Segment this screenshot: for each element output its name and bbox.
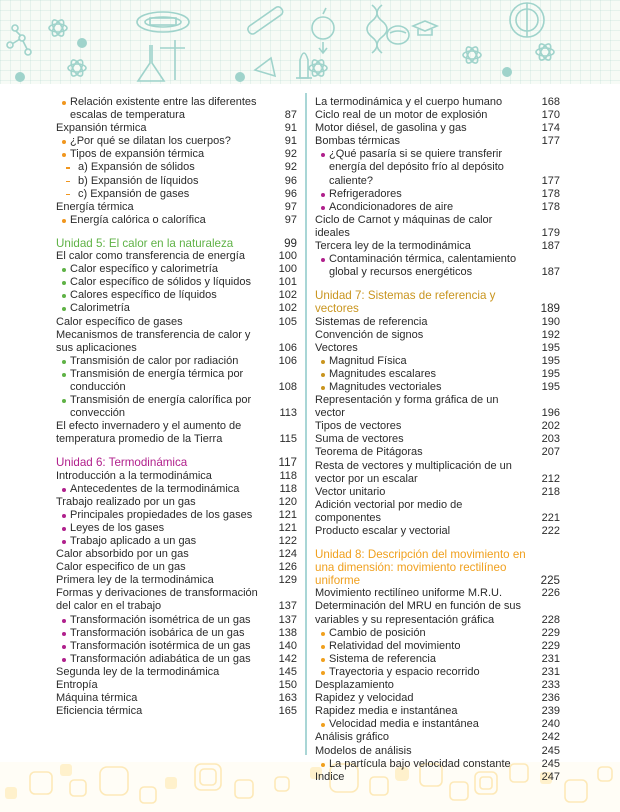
toc-subentry[interactable] [315, 188, 560, 201]
toc-subentry[interactable] [315, 381, 560, 394]
toc-entry[interactable] [315, 587, 560, 600]
page-number: 165 [278, 705, 297, 718]
entry-title: c) Expansión de gases [56, 188, 273, 201]
entry-title: ¿Por qué se dilatan los cuerpos? [56, 135, 273, 148]
toc-subentry[interactable] [56, 302, 297, 315]
toc-entry[interactable] [315, 240, 560, 253]
page-number: 177 [541, 174, 560, 187]
entry-title: La termodinámica y el cuerpo humano [315, 96, 503, 108]
toc-subentry[interactable] [56, 135, 297, 148]
toc-entry[interactable] [315, 705, 560, 718]
page-number: 106 [278, 341, 297, 354]
page-number: 97 [284, 213, 297, 226]
toc-subentry[interactable] [56, 289, 297, 302]
atom-icon [68, 58, 86, 78]
entry-title: Introducción a la termodinámica [56, 469, 212, 482]
entry-title: Motor diésel, de gasolina y gas [315, 122, 467, 135]
dna-icon [367, 5, 387, 53]
page-number: 222 [541, 525, 560, 537]
toc-left-column [56, 96, 297, 718]
toc-entry[interactable] [315, 329, 560, 342]
page-number: 245 [541, 744, 560, 757]
page-number: 97 [284, 200, 297, 213]
toc-entry[interactable] [315, 771, 560, 784]
toc-entry[interactable] [315, 214, 560, 240]
page-number: 178 [541, 200, 560, 213]
unit-title: Unidad 7: Sistemas de referencia y vectores [315, 289, 496, 316]
page-number: 242 [541, 731, 560, 744]
entry-title: Trabajo realizado por un gas [56, 495, 196, 508]
page-number: 203 [541, 433, 560, 446]
toc-subentry[interactable] [56, 161, 297, 174]
page-number: 187 [541, 240, 560, 253]
page-number: 92 [284, 161, 297, 174]
page-number: 212 [541, 472, 560, 485]
page-number: 202 [541, 420, 560, 433]
page-number: 189 [540, 302, 560, 316]
entry-title: Modelos de análisis [315, 744, 412, 757]
page-number: 117 [278, 456, 297, 470]
toc-entry[interactable] [56, 548, 297, 561]
entry-title: Calor específico de gases [56, 315, 183, 328]
toc-entry[interactable] [56, 420, 297, 446]
page-number: 96 [284, 174, 297, 187]
toc-subentry[interactable] [56, 214, 297, 227]
page-number: 226 [541, 587, 560, 600]
entry-title: Bombas térmicas [315, 135, 400, 148]
entry-title: Acondicionadores de aire [315, 201, 536, 214]
entry-title: b) Expansión de líquidos [56, 175, 273, 188]
page-number: 231 [541, 665, 560, 678]
entry-title: Vector unitario [315, 485, 386, 498]
unit-title: Unidad 5: El calor en la naturaleza [56, 236, 234, 250]
entry-title: Teorema de Pitágoras [315, 446, 423, 459]
toc-entry[interactable] [315, 394, 560, 420]
entry-title: Energía calórica o calorífica [56, 214, 273, 227]
entry-title: Segunda ley de la termodinámica [56, 665, 220, 678]
page-number: 99 [284, 236, 297, 250]
entry-title: Transformación adiabática de un gas [56, 653, 273, 666]
page-number: 102 [278, 289, 297, 302]
toc-entry[interactable] [56, 574, 297, 587]
page-number: 108 [278, 380, 297, 393]
page-number: 100 [278, 263, 297, 276]
entry-title: Sistema de referencia [315, 653, 536, 666]
entry-title: Eficiencia térmica [56, 705, 143, 718]
unit-title: Unidad 6: Termodinámica [56, 456, 188, 470]
toc-entry[interactable] [56, 692, 297, 705]
entry-title: Resta de vectores y multiplicación de un vector por un escalar [315, 459, 512, 485]
entry-title: Ciclo real de un motor de explosión [315, 109, 488, 122]
entry-title: Desplazamiento [315, 679, 394, 692]
toc-entry[interactable] [315, 600, 560, 626]
entry-title: Determinación del MRU en función de sus variables y su representación gráfica [315, 600, 522, 626]
toc-entry[interactable] [56, 679, 297, 692]
page-number: 106 [278, 354, 297, 367]
unit-heading[interactable] [315, 548, 560, 587]
page-number: 229 [541, 626, 560, 639]
toc-entry[interactable] [315, 486, 560, 499]
page-number: 122 [278, 535, 297, 547]
entry-title: Adición vectorial por medio de componentes [315, 498, 463, 524]
entry-title: Refrigeradores [315, 188, 536, 201]
entry-title: Transformación isobárica de un gas [56, 627, 273, 640]
entry-title: Mecanismos de transferencia de calor y sus aplicaciones [56, 328, 251, 354]
toc-entry[interactable] [56, 122, 297, 135]
entry-title: Máquina térmica [56, 692, 138, 705]
toc-subentry[interactable] [56, 535, 297, 548]
toc-subentry[interactable] [56, 368, 297, 394]
page-number: 187 [541, 266, 560, 279]
page-number: 179 [541, 226, 560, 239]
page-number: 190 [541, 315, 560, 328]
entry-title: Suma de vectores [315, 433, 404, 446]
page-number: 121 [278, 521, 297, 534]
page-number: 221 [541, 511, 560, 524]
toc-subentry[interactable] [315, 368, 560, 381]
page-number: 150 [278, 679, 297, 692]
atom-icon [309, 58, 327, 78]
unit-title: Unidad 8: Descripción del movimiento en una dimensión: movimiento rectilíneo uniforme [315, 548, 526, 588]
page-number: 178 [541, 187, 560, 200]
page-number: 87 [284, 109, 297, 122]
entry-title: Principales propiedades de los gases [56, 509, 273, 522]
entry-title: Leyes de los gases [56, 522, 273, 535]
entry-title: Relatividad del movimiento [315, 640, 536, 653]
entry-title: Trabajo aplicado a un gas [56, 535, 273, 548]
page-number: 195 [541, 380, 560, 393]
entry-title: Calor especifico de un gas [56, 561, 186, 574]
atom-icon [49, 18, 67, 38]
page-number: 229 [541, 639, 560, 652]
entry-title: Sistemas de referencia [315, 315, 428, 328]
test-tube-icon [246, 5, 284, 35]
toc-subentry[interactable] [315, 666, 560, 679]
entry-title: Energía térmica [56, 200, 134, 213]
toc-subentry[interactable] [315, 253, 560, 279]
page-number: 228 [541, 613, 560, 626]
molecule-icon [7, 25, 31, 55]
page-number: 118 [279, 482, 297, 495]
page-number: 115 [279, 433, 297, 446]
toc-entry[interactable] [315, 731, 560, 744]
entry-title: Contaminación térmica, calentamiento global y recursos energéticos [315, 253, 536, 279]
toc-subentry[interactable] [56, 188, 297, 201]
entry-title: Rapidez media e instantánea [315, 705, 458, 718]
toc-entry[interactable] [56, 666, 297, 679]
toc-entry[interactable] [315, 745, 560, 758]
page-number: 195 [541, 367, 560, 380]
page-number: 96 [284, 187, 297, 200]
page-number: 121 [278, 508, 297, 521]
entry-title: El efecto invernadero y el aumento de temperatura promedio de la Tierra [56, 420, 242, 446]
toc-entry[interactable] [315, 446, 560, 459]
entry-title: Convención de signos [315, 328, 424, 341]
entry-title: Formas y derivaciones de transformación del calor en el trabajo [56, 587, 258, 613]
toc-subentry[interactable] [56, 614, 297, 627]
page-number: 105 [278, 315, 297, 328]
page-number: 137 [278, 600, 297, 613]
triangle-icon [255, 58, 275, 76]
toc-entry[interactable] [315, 420, 560, 433]
entry-title: Ciclo de Carnot y máquinas de calor ideales [315, 213, 493, 239]
entry-title: Primera ley de la termodinámica [56, 574, 214, 587]
page-number: 113 [279, 407, 297, 420]
toc-entry[interactable] [315, 499, 560, 525]
page-number: 126 [278, 561, 297, 574]
science-doodles-icon [0, 0, 620, 84]
toc-subentry[interactable] [56, 394, 297, 420]
entry-title: Calor específico de sólidos y líquidos [56, 276, 273, 289]
page-number: 245 [541, 757, 560, 770]
page-number: 120 [278, 495, 297, 508]
page-number: 92 [284, 148, 297, 161]
entry-title: Tercera ley de la termodinámica [315, 240, 471, 253]
page-number: 142 [278, 652, 297, 665]
page-number: 225 [540, 574, 560, 588]
page-number: 129 [278, 574, 297, 587]
toc-entry[interactable] [56, 705, 297, 718]
page-number: 138 [278, 626, 297, 639]
page-number: 240 [541, 718, 560, 731]
toc-subentry[interactable] [315, 758, 560, 771]
toc-entry[interactable] [315, 109, 560, 122]
page-number: 91 [284, 135, 297, 148]
entry-title: Vectores [315, 341, 358, 354]
graduation-cap-icon [413, 21, 437, 35]
toc-entry[interactable] [56, 496, 297, 509]
toc-subentry[interactable] [56, 148, 297, 161]
toc-entry[interactable] [56, 470, 297, 483]
page-number: 231 [541, 652, 560, 665]
toc-subentry[interactable] [56, 522, 297, 535]
toc-right-column [315, 96, 560, 784]
atom-icon [536, 42, 554, 62]
entry-title: Producto escalar y vectorial [315, 525, 451, 537]
entry-title: Análisis gráfico [315, 731, 389, 744]
toc-subentry[interactable] [56, 509, 297, 522]
page-number: 207 [541, 446, 560, 459]
page-number: 170 [541, 109, 560, 122]
toc-entry[interactable] [315, 692, 560, 705]
entry-title: Transmisión de energía calorífica por convección [56, 394, 273, 420]
entry-title: Antecedentes de la termodinámica [56, 483, 273, 496]
entry-title: ¿Qué pasaría si se quiere transferir energía del depósito frío al depósito caliente? [315, 148, 536, 187]
unit-heading[interactable] [56, 237, 297, 250]
magnet-field-icon [137, 12, 189, 32]
toc-subentry[interactable] [56, 263, 297, 276]
page-number: 177 [541, 135, 560, 148]
page-number: 100 [278, 250, 297, 263]
toc-subentry[interactable] [56, 175, 297, 188]
flask-icon [138, 40, 185, 81]
entry-title: a) Expansión de sólidos [56, 161, 273, 174]
atom-icon [463, 45, 481, 65]
page-number: 192 [541, 328, 560, 341]
brain-icon [387, 26, 409, 44]
toc-subentry[interactable] [315, 653, 560, 666]
page-number: 174 [541, 122, 560, 135]
page-number: 137 [278, 613, 297, 626]
toc-entry[interactable] [56, 201, 297, 214]
toc-subentry[interactable] [315, 718, 560, 731]
toc-subentry[interactable] [56, 483, 297, 496]
page-number: 168 [541, 96, 560, 108]
toc-subentry[interactable] [315, 201, 560, 214]
toc-subentry[interactable] [56, 96, 297, 122]
earth-icon [510, 3, 544, 37]
toc-subentry[interactable] [315, 355, 560, 368]
entry-title: Transformación isotérmica de un gas [56, 640, 273, 653]
toc-entry[interactable] [315, 135, 560, 148]
page-number: 101 [278, 276, 297, 289]
entry-title: Calor específico y calorimetría [56, 263, 273, 276]
entry-title: Rapidez y velocidad [315, 692, 414, 705]
entry-title: Magnitud Física [315, 355, 536, 368]
column-divider [305, 93, 307, 755]
entry-title: Expansión térmica [56, 122, 147, 135]
entry-title: Calorimetría [56, 302, 273, 315]
toc-subentry[interactable] [56, 627, 297, 640]
toc-entry[interactable] [315, 679, 560, 692]
toc-entry[interactable] [315, 316, 560, 329]
entry-title: Tipos de vectores [315, 420, 402, 433]
unit-heading[interactable] [315, 289, 560, 315]
toc-entry[interactable] [56, 587, 297, 613]
page-number: 145 [278, 665, 297, 678]
entry-title: La partícula bajo velocidad constante [315, 758, 536, 771]
entry-title: Cambio de posición [315, 627, 536, 640]
entry-title: Transmisión de energía térmica por conducción [56, 368, 273, 394]
page-number: 118 [279, 469, 297, 482]
page-number: 163 [278, 692, 297, 705]
page-number: 247 [541, 770, 560, 783]
toc-subentry[interactable] [56, 276, 297, 289]
entry-title: Indice [315, 770, 345, 783]
page-number: 236 [541, 692, 560, 705]
toc-subentry[interactable] [315, 627, 560, 640]
toc-entry[interactable] [315, 525, 560, 538]
entry-title: Entropía [56, 679, 98, 692]
unit-heading[interactable] [56, 456, 297, 469]
page-number: 195 [541, 354, 560, 367]
radiation-icon [15, 38, 512, 82]
toc-entry[interactable] [56, 250, 297, 263]
entry-title: Velocidad media e instantánea [315, 718, 536, 731]
toc-subentry[interactable] [56, 653, 297, 666]
page-number: 91 [284, 122, 297, 135]
apple-icon [312, 8, 334, 53]
page-number: 218 [541, 485, 560, 498]
entry-title: Trayectoria y espacio recorrido [315, 666, 536, 679]
entry-title: Tipos de expansión térmica [56, 148, 273, 161]
toc-entry[interactable] [56, 329, 297, 355]
toc-subentry[interactable] [315, 640, 560, 653]
toc-subentry[interactable] [315, 148, 560, 187]
page-number: 233 [541, 679, 560, 692]
toc-entry[interactable] [315, 122, 560, 135]
toc-entry[interactable] [56, 561, 297, 574]
entry-title: Movimiento rectilíneo uniforme M.R.U. [315, 587, 503, 600]
page-number: 102 [278, 302, 297, 315]
entry-title: Calor absorbido por un gas [56, 548, 189, 561]
entry-title: El calor como transferencia de energía [56, 250, 245, 263]
entry-title: Calores específico de líquidos [56, 289, 273, 302]
entry-title: Magnitudes vectoriales [315, 381, 536, 394]
entry-title: Transmisión de calor por radiación [56, 355, 273, 368]
toc-entry[interactable] [56, 316, 297, 329]
entry-title: Representación y forma gráfica de un vector [315, 394, 499, 420]
page-number: 195 [541, 341, 560, 354]
entry-title: Magnitudes escalares [315, 368, 536, 381]
toc-entry[interactable] [315, 433, 560, 446]
toc-entry[interactable] [315, 96, 560, 109]
entry-title: Transformación isométrica de un gas [56, 614, 273, 627]
toc-entry[interactable] [315, 342, 560, 355]
page-number: 239 [541, 705, 560, 718]
page-number: 140 [278, 639, 297, 652]
toc-entry[interactable] [315, 460, 560, 486]
page-number: 196 [541, 407, 560, 420]
page-number: 124 [278, 548, 297, 561]
science-doodle-banner [0, 0, 620, 84]
toc-subentry[interactable] [56, 640, 297, 653]
entry-title: Relación existente entre las diferentes escalas de temperatura [56, 96, 273, 122]
toc-subentry[interactable] [56, 355, 297, 368]
